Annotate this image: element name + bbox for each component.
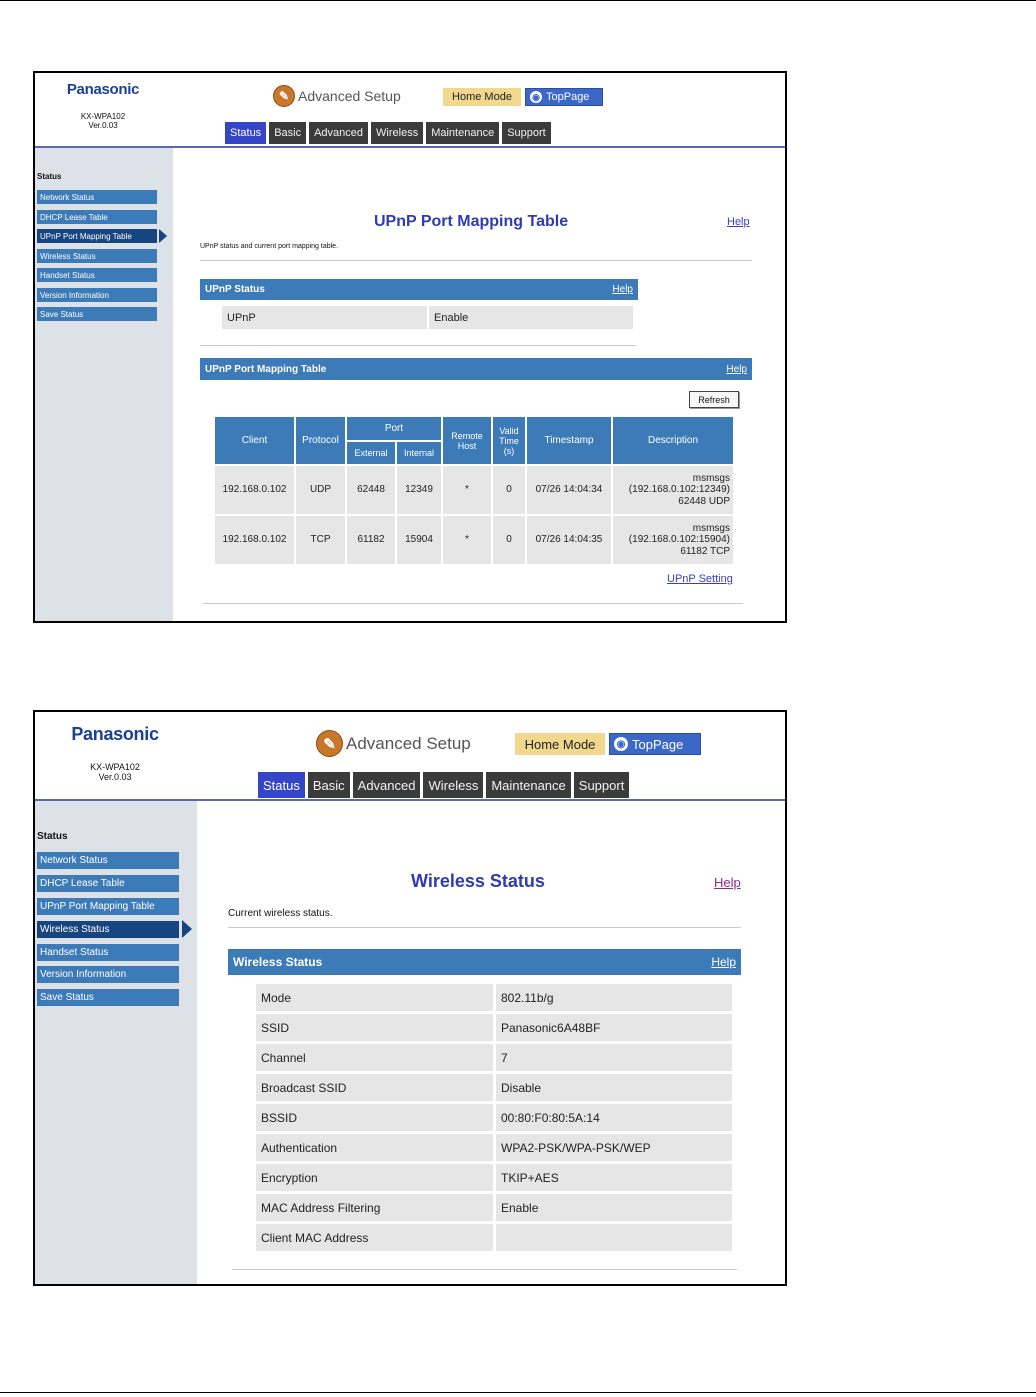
main-content <box>197 801 785 1284</box>
cell-external: 62448 <box>347 466 395 514</box>
active-item-arrow-icon <box>159 229 167 243</box>
tab-maintenance[interactable]: Maintenance <box>426 122 499 144</box>
divider <box>200 345 636 346</box>
tab-support[interactable]: Support <box>502 122 551 144</box>
sidebar-item-network-status[interactable]: Network Status <box>37 852 179 869</box>
cell-description <box>613 516 733 564</box>
tab-advanced[interactable]: Advanced <box>353 772 421 798</box>
page-description: Current wireless status. <box>228 908 333 919</box>
bssid-value: 00:80:F0:80:5A:14 <box>496 1104 732 1131</box>
page-title: Wireless Status <box>411 871 545 891</box>
description-line: 61182 TCP <box>680 545 730 557</box>
sidebar-item-wireless-status[interactable]: Wireless Status <box>37 249 157 263</box>
sidebar-item-version-information[interactable]: Version Information <box>37 966 179 983</box>
header <box>35 73 785 148</box>
col-valid-time: Valid Time (s) <box>493 417 525 464</box>
wireless-status-help-link[interactable]: Help <box>711 955 736 969</box>
cell-description <box>613 466 733 514</box>
sidebar-item-dhcp-lease-table[interactable]: DHCP Lease Table <box>37 210 157 224</box>
cell-client: 192.168.0.102 <box>215 466 294 514</box>
top-page-button[interactable] <box>525 88 603 106</box>
encryption-label: Encryption <box>256 1164 493 1191</box>
advanced-setup-label: Advanced Setup <box>346 733 471 753</box>
panasonic-logo: Panasonic <box>71 724 159 744</box>
encryption-value: TKIP+AES <box>496 1164 732 1191</box>
home-icon: ◉ <box>614 737 628 751</box>
wrench-icon: ✎ <box>316 730 343 757</box>
tab-advanced[interactable]: Advanced <box>309 122 368 144</box>
col-port-external: External <box>347 442 395 464</box>
sidebar-item-save-status[interactable]: Save Status <box>37 989 179 1006</box>
tab-wireless[interactable]: Wireless <box>423 772 483 798</box>
active-item-arrow-icon <box>182 920 192 938</box>
page-help-link[interactable]: Help <box>714 875 741 890</box>
upnp-setting-link[interactable]: UPnP Setting <box>667 573 733 585</box>
sidebar-item-save-status[interactable]: Save Status <box>37 307 157 321</box>
upnp-status-header <box>200 279 638 300</box>
col-timestamp: Timestamp <box>527 417 611 464</box>
page-description: UPnP status and current port mapping table. <box>200 243 339 250</box>
cell-timestamp: 07/26 14:04:34 <box>527 466 611 514</box>
channel-label: Channel <box>256 1044 493 1071</box>
cell-remote-host: * <box>443 466 491 514</box>
cell-internal: 15904 <box>397 516 441 564</box>
main-tabs <box>225 122 551 144</box>
tab-status[interactable]: Status <box>225 122 266 144</box>
description-line: msmsgs <box>692 522 730 534</box>
screenshot-wireless <box>33 710 787 1286</box>
mac-filtering-label: MAC Address Filtering <box>256 1194 493 1221</box>
cell-remote-host: * <box>443 516 491 564</box>
top-page-label: TopPage <box>632 736 684 752</box>
upnp-status-title: UPnP Status <box>205 284 265 295</box>
upnp-status-help-link[interactable]: Help <box>612 284 633 295</box>
tab-maintenance[interactable]: Maintenance <box>486 772 570 798</box>
authentication-value: WPA2-PSK/WPA-PSK/WEP <box>496 1134 732 1161</box>
description-line: msmsgs <box>692 472 730 484</box>
divider <box>232 1269 737 1270</box>
firmware-version: Ver.0.03 <box>98 772 132 783</box>
advanced-setup <box>316 730 471 757</box>
port-mapping-help-link[interactable]: Help <box>726 363 747 375</box>
tab-basic[interactable]: Basic <box>308 772 350 798</box>
divider <box>200 260 752 261</box>
mode-label: Mode <box>256 984 493 1011</box>
refresh-button[interactable]: Refresh <box>689 391 739 408</box>
description-line: (192.168.0.102:12349) <box>628 484 730 496</box>
wireless-status-title: Wireless Status <box>233 955 323 969</box>
wrench-icon: ✎ <box>273 85 295 107</box>
port-mapping-table <box>213 415 735 566</box>
sidebar-item-upnp-port-mapping[interactable]: UPnP Port Mapping Table <box>37 898 179 915</box>
wireless-status-header <box>228 949 741 975</box>
client-mac-value <box>496 1224 732 1251</box>
col-port: Port <box>347 417 441 440</box>
table-row <box>215 466 733 514</box>
client-mac-label: Client MAC Address <box>256 1224 493 1251</box>
sidebar-item-upnp-port-mapping[interactable]: UPnP Port Mapping Table <box>37 229 157 243</box>
model-name: KX-WPA102 <box>80 112 126 121</box>
panasonic-logo: Panasonic <box>66 81 140 98</box>
advanced-setup-label: Advanced Setup <box>298 88 401 104</box>
sidebar-item-network-status[interactable]: Network Status <box>37 190 157 204</box>
mode-value: 802.11b/g <box>496 984 732 1011</box>
col-remote-host: Remote Host <box>443 417 491 464</box>
col-description: Description <box>613 417 733 464</box>
header <box>35 712 785 801</box>
divider <box>228 927 741 928</box>
description-line: (192.168.0.102:15904) <box>628 534 730 546</box>
sidebar-item-handset-status[interactable]: Handset Status <box>37 944 179 961</box>
channel-value: 7 <box>496 1044 732 1071</box>
tab-wireless[interactable]: Wireless <box>371 122 423 144</box>
ssid-label: SSID <box>256 1014 493 1041</box>
tab-status[interactable]: Status <box>258 772 305 798</box>
bssid-label: BSSID <box>256 1104 493 1131</box>
sidebar-title: Status <box>37 831 68 842</box>
port-mapping-header <box>200 358 752 380</box>
top-page-rule <box>0 0 1036 1</box>
sidebar <box>35 801 197 1284</box>
tab-basic[interactable]: Basic <box>269 122 306 144</box>
broadcast-ssid-label: Broadcast SSID <box>256 1074 493 1101</box>
broadcast-ssid-value: Disable <box>496 1074 732 1101</box>
firmware-version: Ver.0.03 <box>88 121 118 131</box>
home-icon: ◉ <box>530 91 542 103</box>
page-title: UPnP Port Mapping Table <box>374 213 569 230</box>
bottom-page-rule <box>0 1392 1036 1393</box>
advanced-setup <box>273 85 401 107</box>
main-tabs <box>258 772 629 798</box>
sidebar-item-handset-status[interactable]: Handset Status <box>37 268 157 282</box>
tab-support[interactable]: Support <box>574 772 630 798</box>
brand-block <box>35 81 171 130</box>
cell-timestamp: 07/26 14:04:35 <box>527 516 611 564</box>
home-mode-button[interactable]: Home Mode <box>515 733 605 755</box>
table-row <box>215 516 733 564</box>
sidebar-item-version-information[interactable]: Version Information <box>37 288 157 302</box>
upnp-label-cell: UPnP <box>222 306 427 329</box>
upnp-value-cell: Enable <box>429 306 633 329</box>
top-page-label: TopPage <box>546 91 590 103</box>
cell-protocol: UDP <box>296 466 345 514</box>
main-content <box>173 148 785 621</box>
model-name: KX-WPA102 <box>90 762 140 772</box>
cell-valid-time: 0 <box>493 466 525 514</box>
sidebar <box>35 148 173 621</box>
top-page-button[interactable] <box>609 733 701 755</box>
sidebar-title: Status <box>37 172 62 181</box>
cell-valid-time: 0 <box>493 516 525 564</box>
description-line: 62448 UDP <box>678 495 730 507</box>
port-mapping-title: UPnP Port Mapping Table <box>205 363 327 375</box>
screenshot-upnp <box>33 71 787 623</box>
cell-client: 192.168.0.102 <box>215 516 294 564</box>
cell-protocol: TCP <box>296 516 345 564</box>
home-mode-button[interactable]: Home Mode <box>443 88 521 106</box>
cell-internal: 12349 <box>397 466 441 514</box>
col-protocol: Protocol <box>296 417 345 464</box>
col-port-internal: Internal <box>397 442 441 464</box>
col-client: Client <box>215 417 294 464</box>
divider <box>203 603 743 604</box>
brand-block <box>35 724 195 783</box>
sidebar-item-wireless-status[interactable]: Wireless Status <box>37 921 179 938</box>
cell-external: 61182 <box>347 516 395 564</box>
sidebar-item-dhcp-lease-table[interactable]: DHCP Lease Table <box>37 875 179 892</box>
mac-filtering-value: Enable <box>496 1194 732 1221</box>
page-help-link[interactable]: Help <box>727 216 750 228</box>
authentication-label: Authentication <box>256 1134 493 1161</box>
ssid-value: Panasonic6A48BF <box>496 1014 732 1041</box>
